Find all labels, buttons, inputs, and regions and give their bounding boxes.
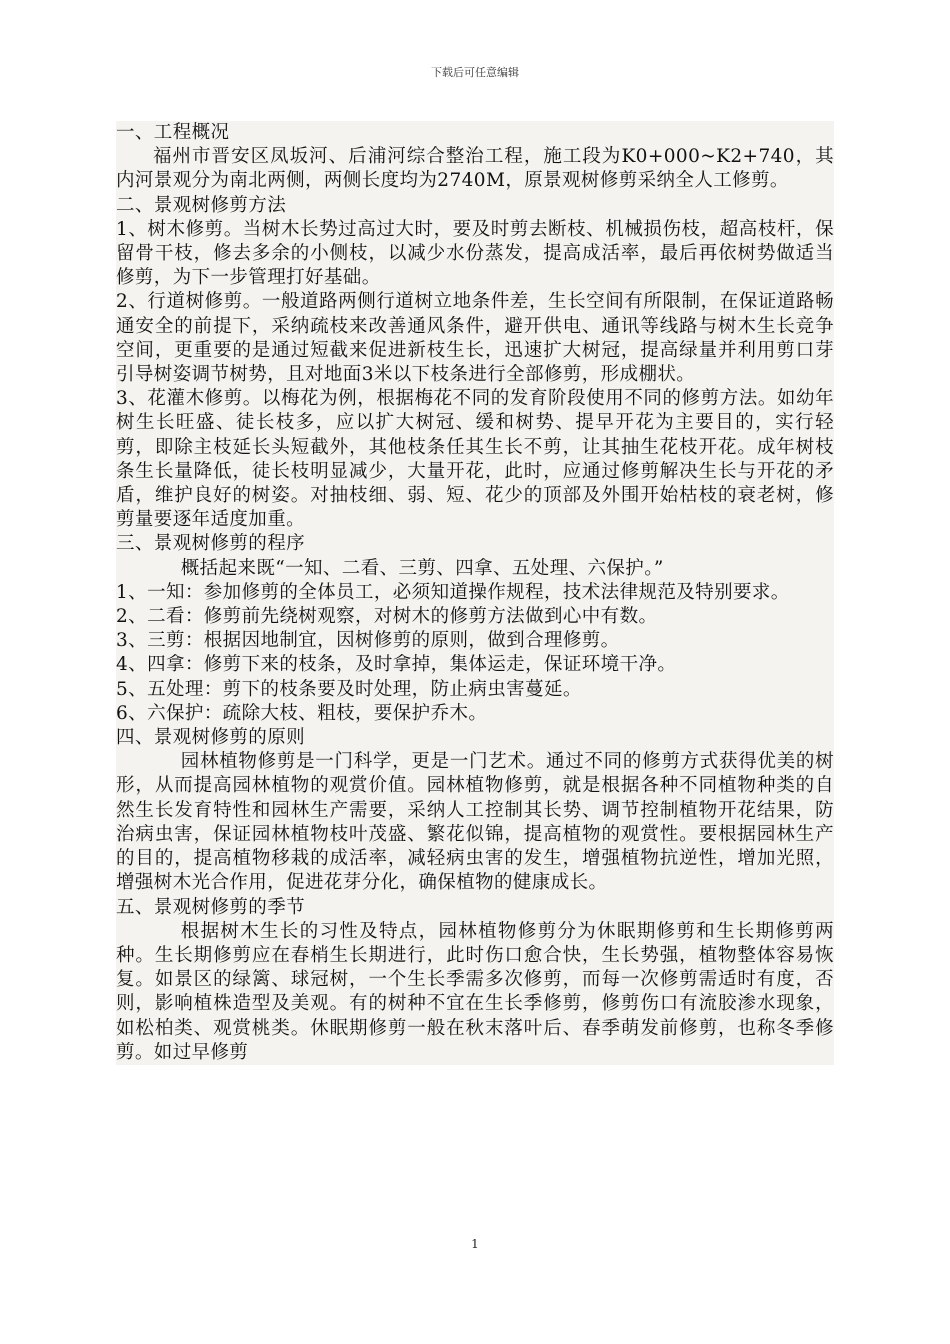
paragraph: 根据树木生长的习性及特点，园林植物修剪分为休眠期修剪和生长期修剪两种。生长期修剪应在春梢生长期进行，此时伤口愈合快，生长势强，植物整体容易恢复。如景区的绿篱、球冠树，一个生长季需多次修剪，而每一次修剪需适时有度，否则，影响植株造型及美观。有的树种不宜在生长季修剪，修剪伤口有流胶渗水现象，如松柏类、观赏桃类。休眠期修剪一般在秋末落叶后、春季萌发前修剪，也称冬季修剪。如过早修剪 xyxy=(116,920,834,1063)
section-heading-1: 一、工程概况 xyxy=(116,122,230,143)
page-header: 下载后可任意编辑 xyxy=(431,66,519,79)
section-heading-4: 四、景观树修剪的原则 xyxy=(116,727,306,749)
list-item: 3、三剪：根据因地制宜，因树修剪的原则，做到合理修剪。 xyxy=(116,630,620,652)
list-item: 4、四拿：修剪下来的枝条，及时拿掉，集体运走，保证环境干净。 xyxy=(116,654,677,676)
paragraph: 园林植物修剪是一门科学，更是一门艺术。通过不同的修剪方式获得优美的树形，从而提高园林植物的观赏价值。园林植物修剪，就是根据各种不同植物种类的自然生长发育特性和园林生产需要，采纳人工控制其长势、调节控制植物开花结果，防治病虫害，保证园林植物枝叶茂盛、繁花似锦，提高植物的观赏性。要根据园林生产的目的，提高植物移栽的成活率，减轻病虫害的发生，增强植物抗逆性，增加光照，增强树木光合作用，促进花芽分化，确保植物的健康成长。 xyxy=(116,751,834,894)
paragraph: 1、树木修剪。当树木长势过高过大时，要及时剪去断枝、机械损伤枝，超高枝杆，保留骨干枝，修去多余的小侧枝，以减少水份蒸发，提高成活率，最后再依树势做适当修剪，为下一步管理打好基础。 xyxy=(116,218,834,289)
document-body xyxy=(116,121,834,1065)
list-item: 5、五处理：剪下的枝条要及时处理，防止病虫害蔓延。 xyxy=(116,678,582,700)
section-heading-3: 三、景观树修剪的程序 xyxy=(116,533,306,555)
page-number: 1 xyxy=(471,1237,479,1251)
list-item: 2、二看：修剪前先绕树观察，对树木的修剪方法做到心中有数。 xyxy=(116,606,658,628)
section-heading-5: 五、景观树修剪的季节 xyxy=(116,896,306,918)
section-heading-2: 二、景观树修剪方法 xyxy=(116,194,287,216)
paragraph: 3、花灌木修剪。以梅花为例，根据梅花不同的发育阶段使用不同的修剪方法。如幼年树生长旺盛、徒长枝多，应以扩大树冠、缓和树势、提早开花为主要目的，实行轻剪，即除主枝延长头短截外，其他枝条任其生长不剪，让其抽生花枝开花。成年树枝条生长量降低，徒长枝明显减少，大量开花，此时，应通过修剪解决生长与开花的矛盾，维护良好的树姿。对抽枝细、弱、短、花少的顶部及外围开始枯枝的衰老树，修剪量要逐年适度加重。 xyxy=(116,388,834,531)
list-item: 1、一知：参加修剪的全体员工，必须知道操作规程，技术法律规范及特别要求。 xyxy=(116,581,790,603)
list-item: 6、六保护：疏除大枝、粗枝，要保护乔木。 xyxy=(116,702,488,724)
paragraph: 2、行道树修剪。一般道路两侧行道树立地条件差，生长空间有所限制，在保证道路畅通安全的前提下，采纳疏枝来改善通风条件，避开供电、通讯等线路与树木生长竞争空间，更重要的是通过短截来促进新枝生长，迅速扩大树冠，提高绿量并利用剪口芽引导树姿调节树势，且对地面3米以下枝条进行全部修剪，形成棚状。 xyxy=(116,291,834,386)
paragraph: 概括起来既“一知、二看、三剪、四拿、五处理、六保护。” xyxy=(180,557,664,579)
paragraph: 福州市晋安区凤坂河、后浦河综合整治工程，施工段为K0+000~K2+740，其内河景观分为南北两侧，两侧长度均为2740M，原景观树修剪采纳全人工修剪。 xyxy=(116,146,834,192)
